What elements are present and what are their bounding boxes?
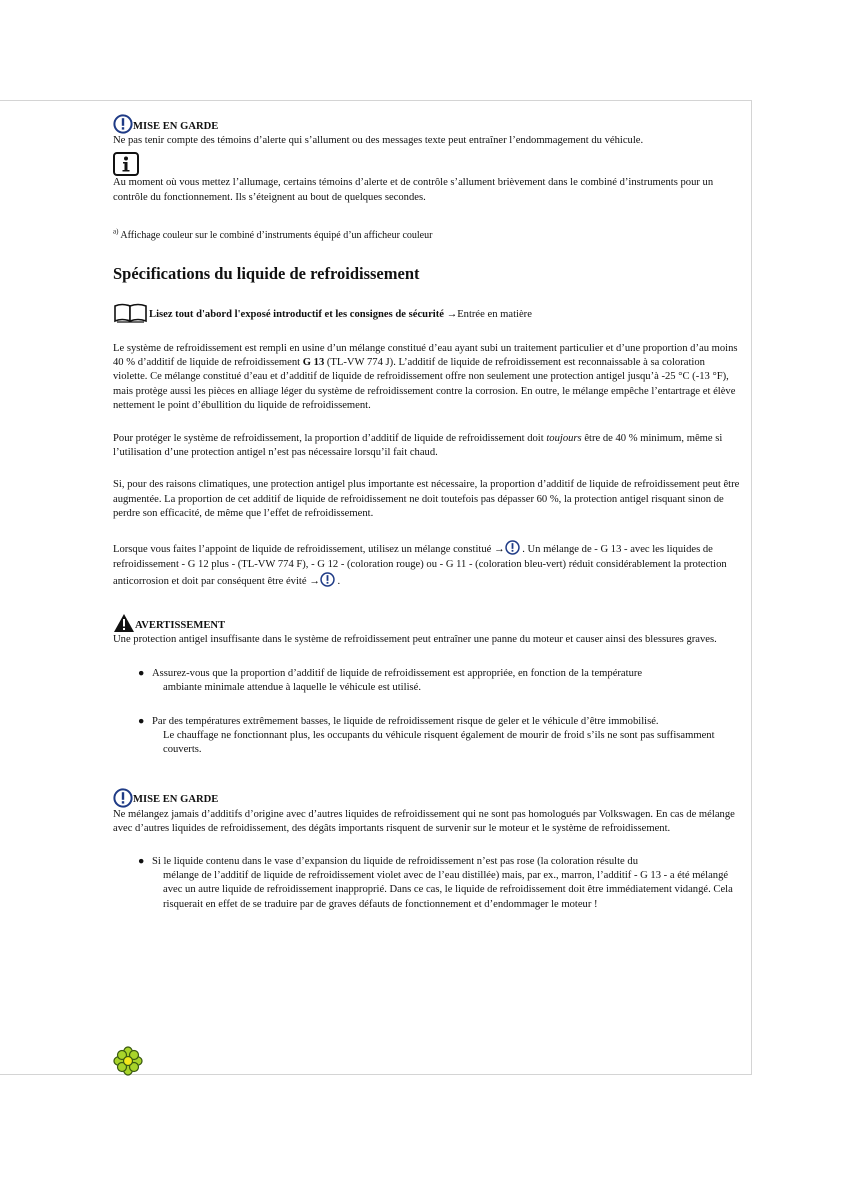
list-item: ● Par des températures extrêmement basses, le liquide de refroidissement risque de geler et le véhicule d’être immobilisé. Le chauffage ne fonctionnant plus, les occupants du véhicule risquent également de mourir de froid s’ils ne sont pas suffisamment couverts.	[138, 715, 715, 756]
section-title: Spécifications du liquide de refroidissement	[113, 263, 420, 283]
flower-icon	[113, 1046, 143, 1076]
caution-circle-icon	[113, 114, 133, 134]
footnote: $^{a)}$ Affichage couleur sur le combiné d’instruments équipé d’un afficheur couleur	[113, 227, 433, 242]
caution-title: MISE EN GARDE	[133, 794, 219, 806]
list-item: ● Si le liquide contenu dans le vase d’expansion du liquide de refroidissement n’est pas rose (la coloration résulte du mélange de l’additif de liquide de refroidissement violet avec de l’eau distillée) mais, par ex., marron, l’additif - G 13 - a été mélangé avec un autre liquide de refroidissement inapproprié. Dans ce cas, le liquide de refroidissement doit être immédiatement vidangé. Cela risquerait en effet de se traduire par de graves défauts de fonctionnement et d’endommager le moteur !	[138, 855, 733, 910]
info-icon	[113, 152, 139, 176]
paragraph-4: Lorsque vous faites l’appoint de liquide de refroidissement, utilisez un mélange constitué → . Un mélange de - G 13 - avec les liquides de refroidissement - G 12 plus - (TL-VW 774 F), - G 12 - (coloration rouge) ou - G 11 - (coloration bleu-vert) réduit considérablement la protection anticorrosion et doit par conséquent être évité → .	[113, 540, 741, 590]
caution-title: MISE EN GARDE	[133, 120, 219, 132]
read-first-note	[113, 303, 741, 323]
info-block	[113, 152, 741, 205]
caution-text: Ne mélangez jamais d’additifs d’origine avec d’autres liquides de refroidissement qui ne sont pas homologués par Volkswagen. En cas de mélange avec d’autres liquides de refroidissement, des dégâts importants risquent de survenir sur le moteur et le système de refroidissement.	[113, 808, 735, 835]
book-icon	[113, 303, 149, 323]
danger-text: Une protection antigel insuffisante dans le système de refroidissement peut entraîner une panne du moteur et causer ainsi des blessures graves.	[113, 634, 717, 646]
read-first-link[interactable]: →Entrée en matière	[443, 309, 532, 321]
danger-list	[113, 667, 741, 758]
caution-list	[113, 855, 741, 913]
read-first-text: Lisez tout d'abord l'exposé introductif et les consignes de sécurité	[149, 309, 444, 321]
caution-block-1	[113, 114, 741, 148]
document-content	[113, 114, 741, 912]
danger-block	[113, 613, 741, 757]
list-item: ● Assurez-vous que la proportion d’additif de liquide de refroidissement est appropriée, en fonction de la température ambiante minimale attendue à laquelle le véhicule est utilisé.	[138, 667, 643, 694]
paragraph-3: Si, pour des raisons climatiques, une protection antigel plus importante est nécessaire, la proportion d’additif de liquide de refroidissement peut être augmentée. La proportion de cet additif de liquide de refroidissement ne doit toutefois pas dépasser 60 %, la protection antigel risquant sinon de perdre son efficacité, de même que l’effet de refroidissement.	[113, 479, 740, 520]
paragraph-2: Pour protéger le système de refroidissement, la proportion d’additif de liquide de refroidissement doit toujours être de 40 % minimum, même si l’utilisation d’une protection antigel n’est pas nécessaire lorsqu’il fait chaud.	[113, 432, 723, 459]
info-text: Au moment où vous mettez l’allumage, certains témoins d’alerte et de contrôle s’allument brièvement dans le combiné d’instruments pour un contrôle du fonctionnement. Ils s’éteignent au bout de quelques secondes.	[113, 177, 714, 203]
caution-link-icon[interactable]	[320, 572, 335, 587]
caution-circle-icon	[113, 788, 133, 808]
caution-link-icon[interactable]	[505, 540, 520, 555]
warning-triangle-icon	[113, 613, 135, 633]
caution-text: Ne pas tenir compte des témoins d’alerte qui s’allument ou des messages texte peut entraîner l’endommagement du véhicule.	[113, 135, 644, 146]
caution-block-2	[113, 788, 741, 912]
paragraph-1: Le système de refroidissement est rempli en usine d’un mélange constitué d’eau ayant subi un traitement particulier et d’une proportion d’au moins 40 % d’additif de liquide de refroidissement G 13 (TL-VW 774 J). L’additif de liquide de refroidissement est reconnaissable à sa coloration violette. Ce mélange constitué d’eau et d’additif de liquide de refroidissement offre non seulement une protection antigel jusqu’à -25 °C (-13 °F), mais protège aussi les pièces en alliage léger du système de refroidissement contre la corrosion. En outre, le mélange empêche l’entartrage et élève nettement le point d’ébullition du liquide de refroidissement.	[113, 342, 738, 412]
danger-title: AVERTISSEMENT	[135, 619, 226, 631]
